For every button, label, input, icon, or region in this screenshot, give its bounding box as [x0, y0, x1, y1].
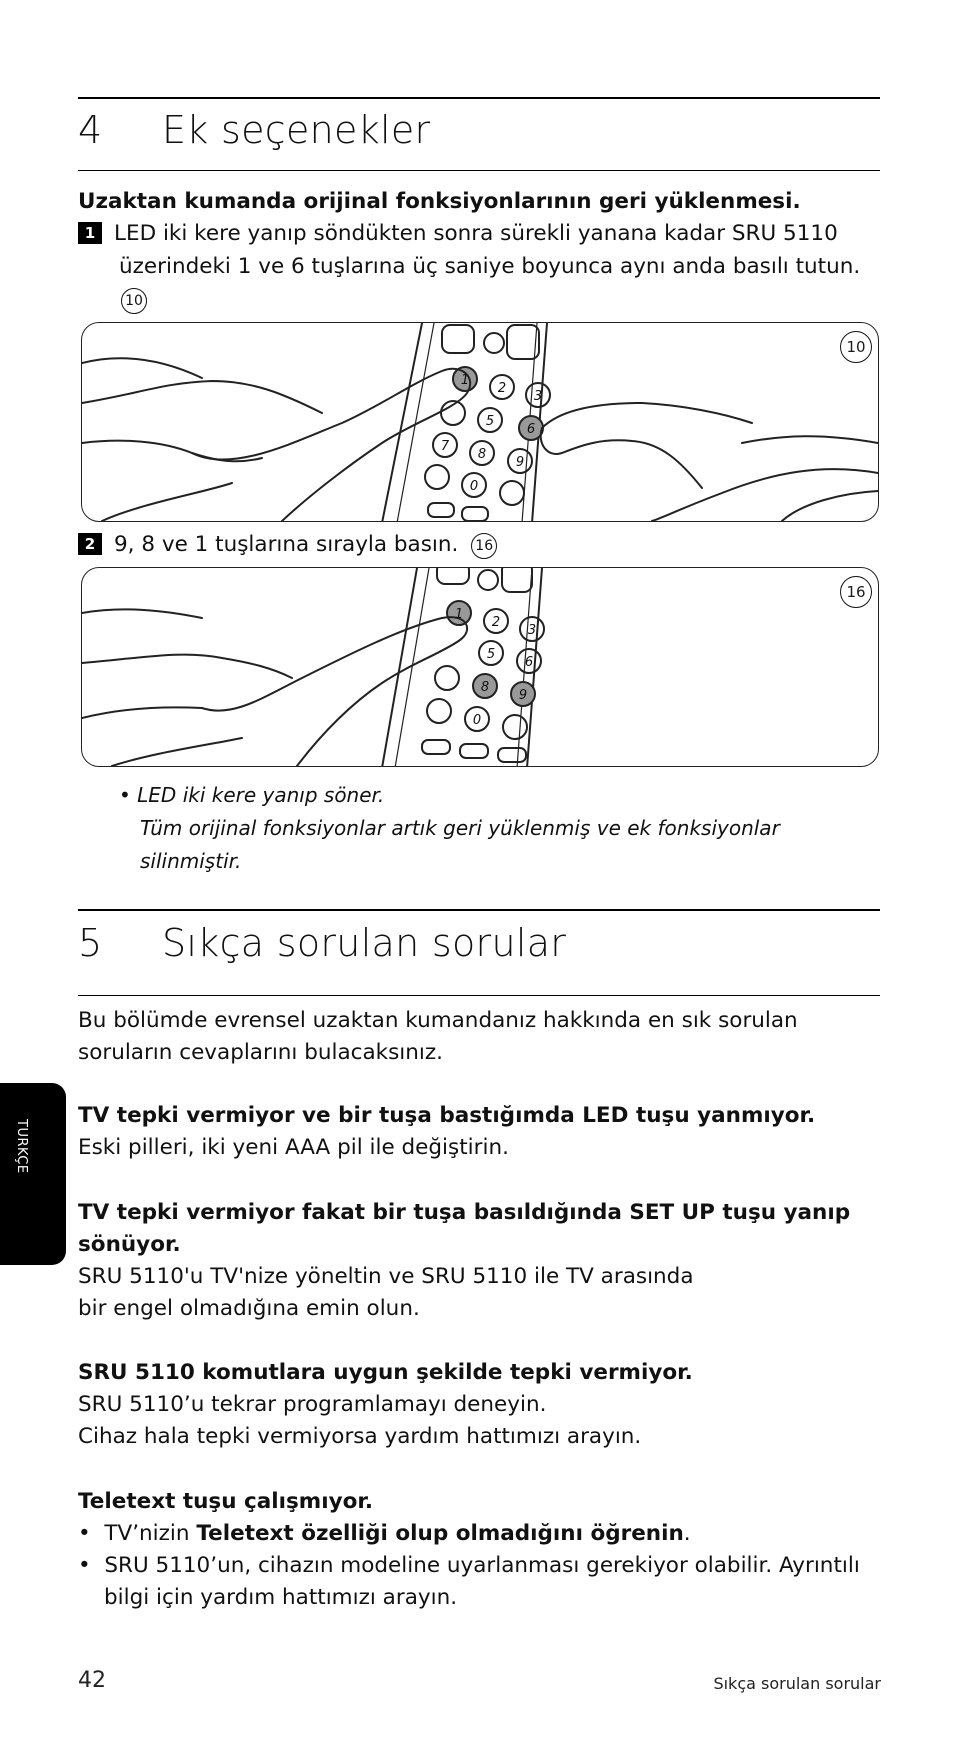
section4-bottom-rule — [78, 170, 880, 171]
language-label: TURKÇE — [14, 1119, 29, 1174]
result-line1 — [119, 779, 384, 811]
faq3-answer-line1: SRU 5110’u tekrar programlamayı deneyin. — [78, 1392, 547, 1417]
key-3: 3 — [533, 389, 543, 404]
figure1-ref: 10 — [840, 331, 872, 363]
key-6: 6 — [526, 422, 536, 437]
running-title: Sıkça sorulan sorular — [713, 1674, 881, 1693]
remote-illustration-2 — [82, 568, 878, 766]
key-8: 8 — [477, 447, 487, 462]
faq4-bullet2 — [78, 1550, 860, 1582]
faq4-bullet2-line1: SRU 5110’un, cihazın modeline uyarlanması gerekiyor olabilir. Ayrıntılı — [104, 1553, 860, 1578]
figure-16-remote-hand — [81, 567, 879, 767]
section4-heading — [78, 108, 430, 152]
figure-10-remote-hands — [81, 322, 879, 522]
key-8: 8 — [480, 680, 490, 695]
key-3: 3 — [527, 623, 537, 638]
step1-figure-ref: 10 — [121, 288, 147, 314]
step1-ref-wrap — [121, 284, 147, 316]
step1 — [78, 218, 838, 250]
key-7: 7 — [440, 439, 450, 454]
key-2: 2 — [497, 381, 507, 396]
step2-figure-ref: 16 — [471, 533, 497, 559]
intro-line2: soruların cevaplarını bulacaksınız. — [78, 1040, 443, 1065]
intro-line1: Bu bölümde evrensel uzaktan kumandanız hakkında en sık sorulan — [78, 1008, 798, 1033]
faq4-bullet1-suffix: . — [683, 1521, 691, 1546]
step2 — [78, 529, 497, 561]
key-5: 5 — [486, 647, 496, 662]
section5-bottom-rule — [78, 995, 880, 996]
faq4-question: Teletext tuşu çalışmıyor. — [78, 1489, 374, 1514]
bullet-dot: • — [78, 1553, 91, 1578]
faq4-bullet1-bold: Teletext özelliği olup olmadığını öğrenin — [196, 1521, 684, 1546]
faq2-question-line2: sönüyor. — [78, 1232, 181, 1257]
remote-illustration-1 — [82, 323, 878, 521]
section4-subheading: Uzaktan kumanda orijinal fonksiyonlarının geri yüklenmesi. — [78, 189, 801, 214]
faq2-answer-line1: SRU 5110'u TV'nize yöneltin ve SRU 5110 ile TV arasında — [78, 1264, 694, 1289]
step1-line2: üzerindeki 1 ve 6 tuşlarına üç saniye boyunca aynı anda basılı tutun. — [119, 254, 861, 279]
faq2-question-line1: TV tepki vermiyor fakat bir tuşa basıldığında SET UP tuşu yanıp — [78, 1200, 851, 1225]
faq4-bullet1 — [78, 1518, 691, 1550]
key-1: 1 — [454, 607, 464, 622]
key-2: 2 — [491, 615, 501, 630]
faq1-question: TV tepki vermiyor ve bir tuşa bastığımda LED tuşu yanmıyor. — [78, 1103, 816, 1128]
section4-title: Ek seçenekler — [162, 108, 431, 152]
section5-heading — [78, 921, 566, 965]
faq3-question: SRU 5110 komutlara uygun şekilde tepki vermiyor. — [78, 1360, 693, 1385]
section5-top-rule — [78, 909, 880, 911]
faq3-answer-line2: Cihaz hala tepki vermiyorsa yardım hattımızı arayın. — [78, 1424, 642, 1449]
key-6: 6 — [524, 655, 534, 670]
bullet-dot: • — [78, 1521, 91, 1546]
key-0: 0 — [472, 713, 482, 728]
language-side-tab — [0, 1083, 66, 1265]
section5-number: 5 — [78, 921, 103, 965]
figure2-ref: 16 — [840, 576, 872, 608]
step1-badge: 1 — [78, 222, 102, 244]
key-9: 9 — [515, 455, 525, 470]
step2-badge: 2 — [78, 533, 102, 555]
key-0: 0 — [469, 479, 479, 494]
key-9: 9 — [518, 688, 528, 703]
faq4-bullet2-line2: bilgi için yardım hattımızı arayın. — [104, 1585, 458, 1610]
step1-line1: LED iki kere yanıp söndükten sonra sürekli yanana kadar SRU 5110 — [114, 221, 838, 246]
result-line3: silinmiştir. — [140, 849, 242, 873]
faq1-answer: Eski pilleri, iki yeni AAA pil ile değiştirin. — [78, 1135, 509, 1160]
faq4-bullet1-prefix: TV’nizin — [104, 1521, 197, 1546]
page-number: 42 — [78, 1668, 106, 1693]
key-1: 1 — [460, 373, 470, 388]
section4-top-rule — [78, 97, 880, 99]
key-5: 5 — [485, 414, 495, 429]
result-text1: LED iki kere yanıp söner. — [137, 783, 385, 807]
faq2-answer-line2: bir engel olmadığına emin olun. — [78, 1296, 420, 1321]
result-bullet: • — [119, 783, 131, 807]
step2-text: 9, 8 ve 1 tuşlarına sırayla basın. — [114, 532, 459, 557]
section5-title: Sıkça sorulan sorular — [162, 921, 567, 965]
section4-number: 4 — [78, 108, 103, 152]
result-line2: Tüm orijinal fonksiyonlar artık geri yüklenmiş ve ek fonksiyonlar — [140, 816, 780, 840]
